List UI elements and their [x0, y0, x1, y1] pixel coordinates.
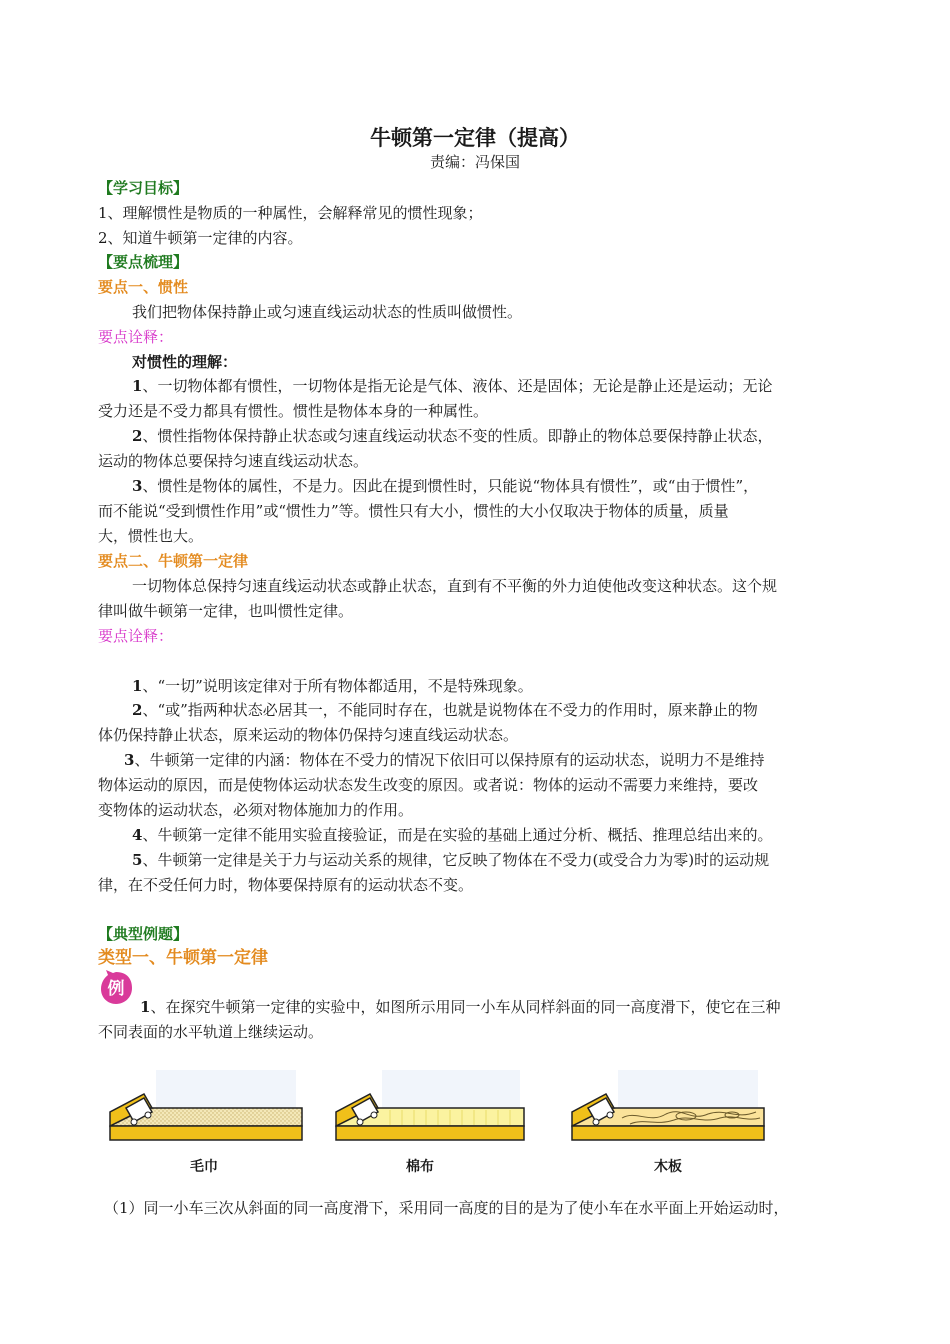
- point2-item2-line2: 体仍保持静止状态，原来运动的物体仍保持匀速直线运动状态。: [98, 726, 519, 744]
- point1-notes-label: 要点诠释：: [98, 328, 174, 346]
- point2-item1-line1: 1、“一切”说明该定律对于所有物体都适用，不是特殊现象。: [132, 677, 533, 695]
- type1-heading: 类型一、牛顿第一定律: [98, 948, 268, 968]
- point2-item2-line1: 2、“或”指两种状态必居其一，不能同时存在，也就是说物体在不受力的作用时，原来静止的物: [132, 701, 758, 719]
- section-heading-examples: 【典型例题】: [98, 925, 189, 943]
- point2-item3-line3: 变物体的运动状态，必须对物体施加力的作用。: [98, 801, 414, 819]
- point1-item1-line1: 1、一切物体都有惯性，一切物体是指无论是气体、液体、还是固体；无论是静止还是运动；无论: [132, 377, 773, 395]
- figure-wood: [566, 1068, 770, 1178]
- section-heading-goals: 【学习目标】: [98, 179, 189, 197]
- point2-body-line2: 律叫做牛顿第一定律，也叫惯性定律。: [98, 602, 354, 620]
- figure-label-towel: 毛巾: [190, 1159, 218, 1175]
- point2-item5-line1: 5、牛顿第一定律是关于力与运动关系的规律，它反映了物体在不受力(或受合力为零)时的运动规: [132, 851, 770, 869]
- example1-line1: 1、在探究牛顿第一定律的实验中，如图所示用同一小车从同样斜面的同一高度滑下，使它在三种: [140, 998, 781, 1016]
- example-badge-text: 例: [107, 979, 125, 999]
- figure-cotton: [330, 1068, 530, 1178]
- point2-item3-line2: 物体运动的原因，而是使物体运动状态发生改变的原因。或者说：物体的运动不需要力来维持，要改: [98, 776, 759, 794]
- point1-item3-line2: 而不能说“受到惯性作用”或“惯性力”等。惯性只有大小，惯性的大小仅取决于物体的质量，质量: [98, 502, 729, 520]
- point1-body: 我们把物体保持静止或匀速直线运动状态的性质叫做惯性。: [132, 303, 523, 321]
- figure-towel: [104, 1068, 308, 1178]
- point2-item5-line2: 律，在不受任何力时，物体要保持原有的运动状态不变。: [98, 876, 474, 894]
- goal-item: 2、知道牛顿第一定律的内容。: [98, 229, 303, 247]
- example-badge-icon: [98, 970, 134, 1006]
- point2-item3-line1: 3、牛顿第一定律的内涵：物体在不受力的情况下依旧可以保持原有的运动状态，说明力不是维持: [124, 751, 765, 769]
- point1-item1-line2: 受力还是不受力都具有惯性。惯性是物体本身的一种属性。: [98, 402, 489, 420]
- editor-credit: 责编：冯保国: [429, 153, 520, 171]
- point1-item2-line2: 运动的物体总要保持匀速直线运动状态。: [98, 452, 369, 470]
- question1-line1: （1）同一小车三次从斜面的同一高度滑下，采用同一高度的目的是为了使小车在水平面上开始运动时，: [104, 1199, 789, 1217]
- point2-heading: 要点二、牛顿第一定律: [98, 552, 249, 570]
- point1-sub-heading: 对惯性的理解：: [132, 353, 238, 371]
- point2-notes-label: 要点诠释：: [98, 627, 174, 645]
- point1-item3-line3: 大，惯性也大。: [98, 527, 204, 545]
- point1-item3-line1: 3、惯性是物体的属性，不是力。因此在提到惯性时，只能说“物体具有惯性”，或“由于惯性”，: [132, 477, 759, 495]
- point1-heading: 要点一、惯性: [98, 278, 189, 296]
- figure-label-wood: 木板: [654, 1159, 682, 1175]
- page-title: 牛顿第一定律（提高）: [370, 125, 580, 150]
- point2-body-line1: 一切物体总保持匀速直线运动状态或静止状态，直到有不平衡的外力迫使他改变这种状态。这个规: [132, 577, 778, 595]
- figure-label-cotton: 棉布: [406, 1159, 434, 1175]
- point2-item4-line1: 4、牛顿第一定律不能用实验直接验证，而是在实验的基础上通过分析、概括、推理总结出来的。: [132, 826, 773, 844]
- goal-item: 1、理解惯性是物质的一种属性，会解释常见的惯性现象；: [98, 204, 483, 222]
- point1-item2-line1: 2、惯性指物体保持静止状态或匀速直线运动状态不变的性质。即静止的物体总要保持静止状态，: [132, 427, 773, 445]
- section-heading-points: 【要点梳理】: [98, 253, 189, 271]
- example1-line2: 不同表面的水平轨道上继续运动。: [98, 1023, 324, 1041]
